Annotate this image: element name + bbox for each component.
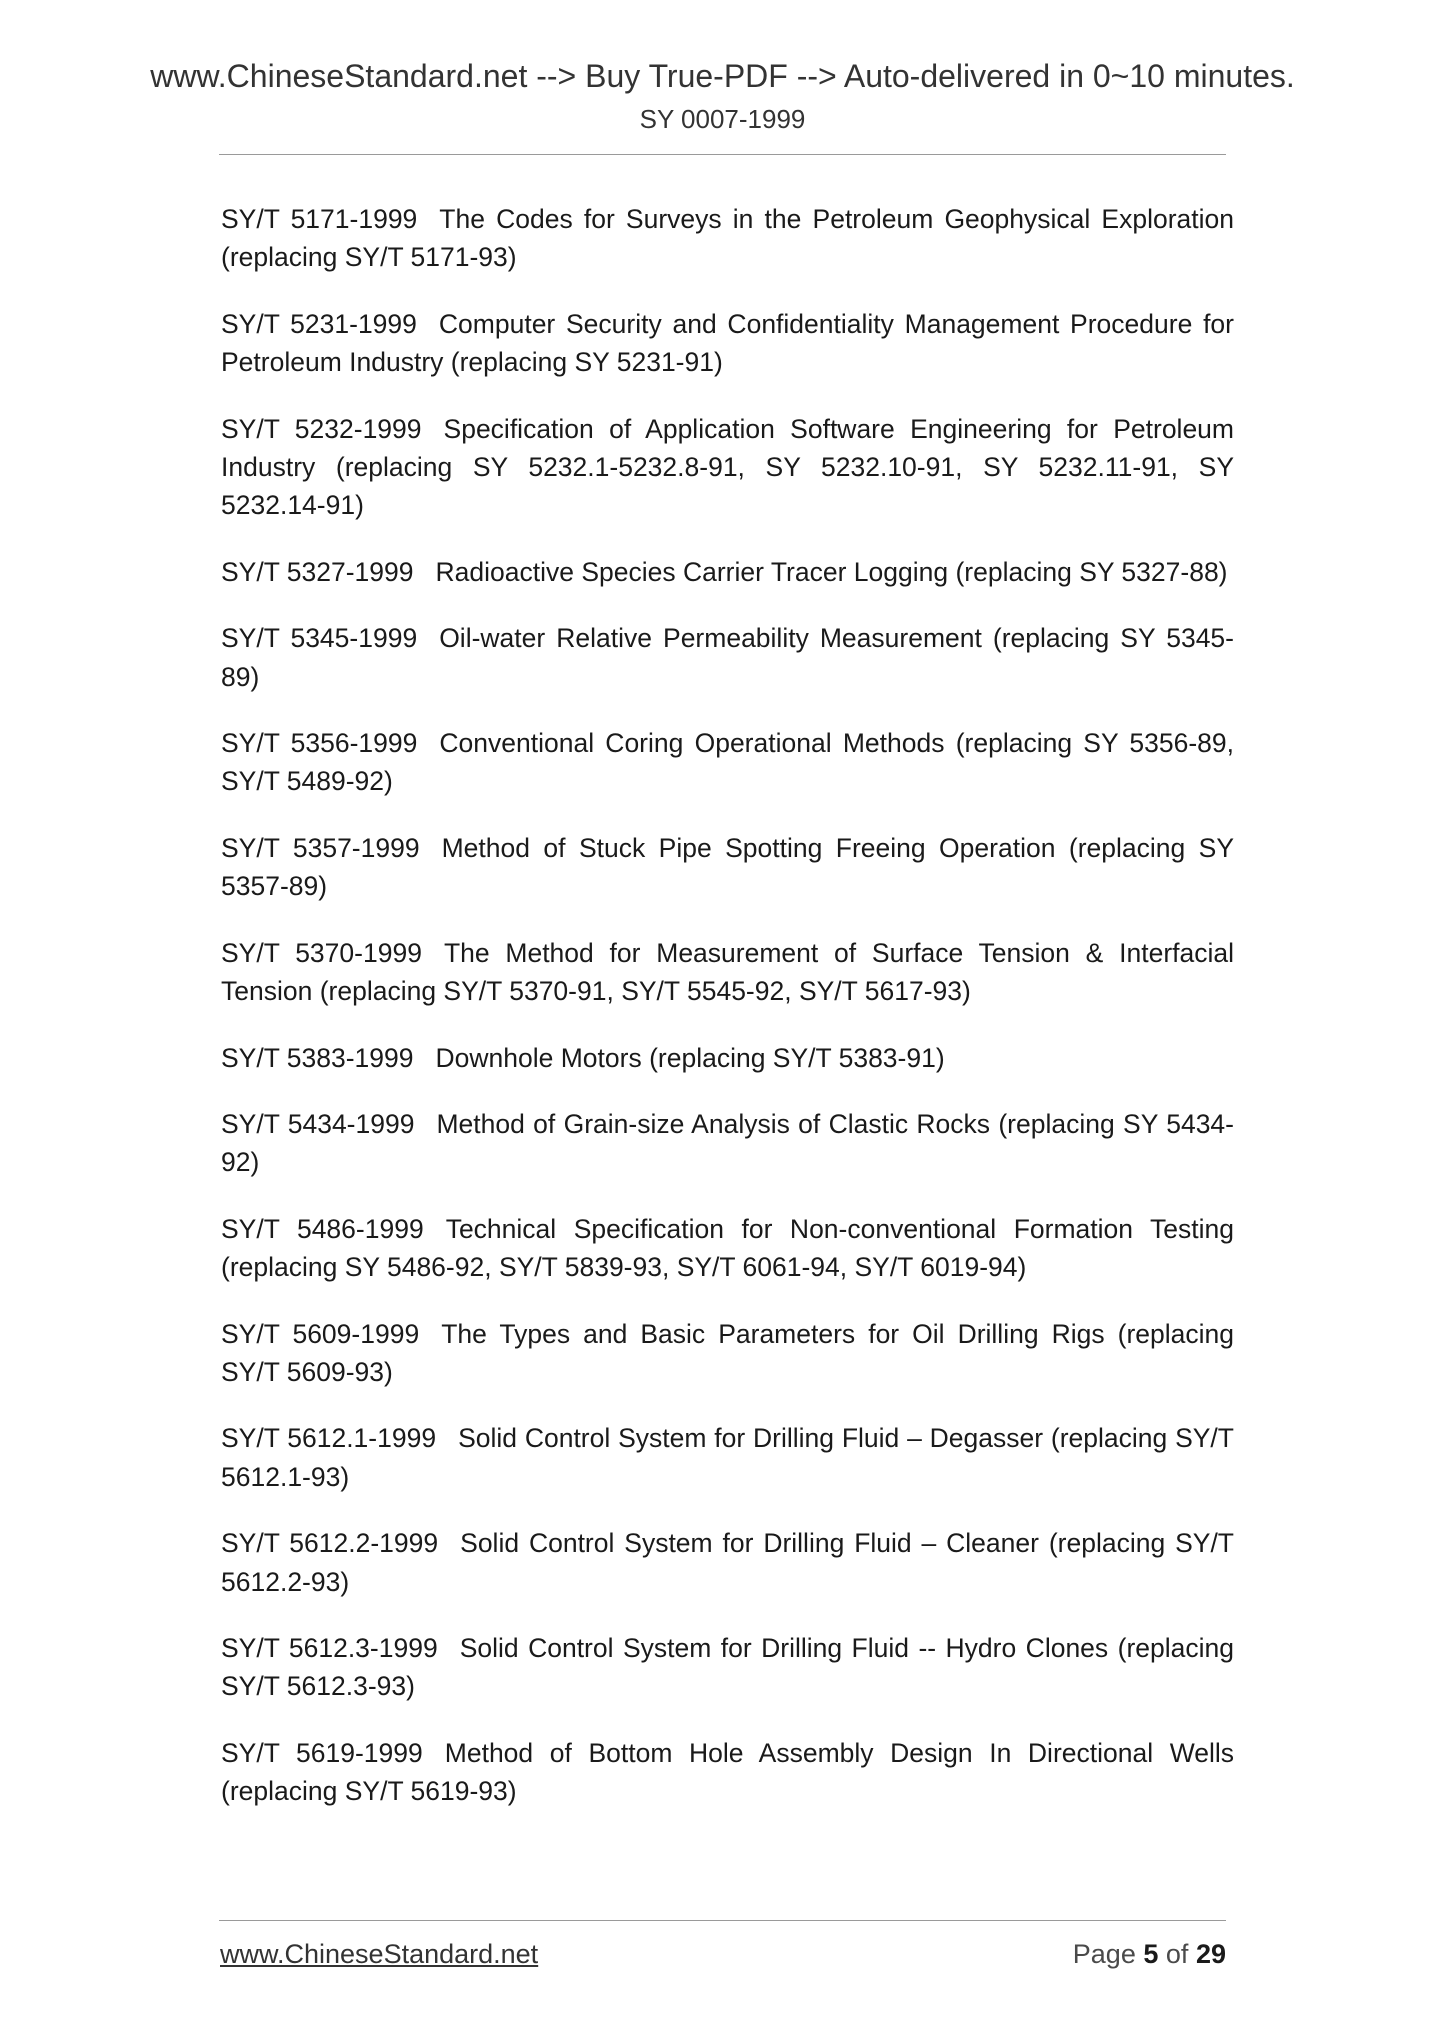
standard-code: SY/T 5370-1999 xyxy=(221,937,422,968)
page-current: 5 xyxy=(1143,1939,1159,1969)
standard-code: SY/T 5327-1999 xyxy=(221,556,414,587)
page-of: of xyxy=(1165,1939,1189,1969)
list-item xyxy=(221,1629,1234,1706)
document-number: SY 0007-1999 xyxy=(639,104,806,134)
standard-code: SY/T 5612.3-1999 xyxy=(221,1632,438,1663)
standard-title: Method of Stuck Pipe Spotting Freeing Operation (replacing SY 5357-89) xyxy=(221,832,1235,902)
standard-code: SY/T 5232-1999 xyxy=(221,413,422,444)
standard-code: SY/T 5345-1999 xyxy=(221,623,418,654)
list-item xyxy=(221,200,1234,277)
standard-code: SY/T 5356-1999 xyxy=(221,728,418,759)
standard-title: Method of Bottom Hole Assembly Design In Directional Wells (replacing SY/T 5619-93) xyxy=(221,1737,1235,1807)
standard-title: Solid Control System for Drilling Fluid – Degasser (replacing SY/T 5612.1-93) xyxy=(221,1423,1234,1492)
standard-code: SY/T 5231-1999 xyxy=(221,308,417,339)
standard-code: SY/T 5619-1999 xyxy=(221,1737,423,1768)
standard-title: The Codes for Surveys in the Petroleum Geophysical Exploration (replacing SY/T 5171-93) xyxy=(221,204,1234,273)
page-total: 29 xyxy=(1195,1939,1226,1969)
list-item xyxy=(221,1039,1234,1077)
standard-title: Technical Specification for Non-conventional Formation Testing (replacing SY 5486-92, SY/T 5839-93, SY/T 6061-94, SY/T 6019-94) xyxy=(221,1213,1235,1283)
standard-title: Conventional Coring Operational Methods (replacing SY 5356-89, SY/T 5489-92) xyxy=(221,728,1234,797)
standard-title: Solid Control System for Drilling Fluid -- Hydro Clones (replacing SY/T 5612.3-93) xyxy=(221,1632,1234,1702)
list-item xyxy=(221,1315,1234,1392)
standard-code: SY/T 5357-1999 xyxy=(221,832,420,863)
standard-code: SY/T 5434-1999 xyxy=(221,1108,415,1139)
standard-title: Computer Security and Confidentiality Management Procedure for Petroleum Industry (replacing SY 5231-91) xyxy=(221,308,1234,378)
list-item xyxy=(221,1734,1234,1811)
list-item xyxy=(221,934,1234,1011)
header-banner: www.ChineseStandard.net --> Buy True-PDF --> Auto-delivered in 0~10 minutes. xyxy=(150,58,1295,94)
standard-title: Oil-water Relative Permeability Measurement (replacing SY 5345-89) xyxy=(221,623,1234,692)
standard-title: Method of Grain-size Analysis of Clastic Rocks (replacing SY 5434-92) xyxy=(221,1108,1234,1178)
standard-code: SY/T 5171-1999 xyxy=(221,204,418,234)
list-item xyxy=(221,1524,1234,1601)
list-item xyxy=(221,1419,1234,1496)
list-item xyxy=(221,619,1234,696)
standard-title: Solid Control System for Drilling Fluid – Cleaner (replacing SY/T 5612.2-93) xyxy=(221,1528,1234,1597)
footer-divider xyxy=(219,1920,1226,1921)
standard-title: Downhole Motors (replacing SY/T 5383-91) xyxy=(435,1042,945,1073)
footer-site-link[interactable]: www.ChineseStandard.net xyxy=(220,1939,539,1969)
page-word: Page xyxy=(1072,1939,1136,1969)
list-item xyxy=(221,1105,1234,1182)
standard-title: Specification of Application Software Engineering for Petroleum Industry (replacing SY 5232.1-5232.8-91, SY 5232.10-91, SY 5232.11-91, SY 5232.14-91) xyxy=(221,413,1234,521)
standard-code: SY/T 5609-1999 xyxy=(221,1318,420,1349)
standard-code: SY/T 5612.2-1999 xyxy=(221,1528,439,1559)
list-item xyxy=(221,305,1234,382)
page-indicator xyxy=(1073,1937,1226,1971)
standard-title: The Types and Basic Parameters for Oil Drilling Rigs (replacing SY/T 5609-93) xyxy=(221,1318,1234,1387)
standard-code: SY/T 5486-1999 xyxy=(221,1213,424,1244)
list-item xyxy=(221,553,1234,591)
standard-code: SY/T 5383-1999 xyxy=(221,1042,414,1073)
standard-title: The Method for Measurement of Surface Tension & Interfacial Tension (replacing SY/T 5370-91, SY/T 5545-92, SY/T 5617-93) xyxy=(221,937,1235,1007)
list-item xyxy=(221,410,1234,525)
list-item xyxy=(221,829,1234,906)
standard-title: Radioactive Species Carrier Tracer Logging (replacing SY 5327-88) xyxy=(435,556,1228,587)
standards-list xyxy=(221,200,1234,1839)
list-item xyxy=(221,724,1234,801)
list-item xyxy=(221,1210,1234,1287)
header-divider xyxy=(219,154,1226,155)
standard-code: SY/T 5612.1-1999 xyxy=(221,1423,437,1454)
